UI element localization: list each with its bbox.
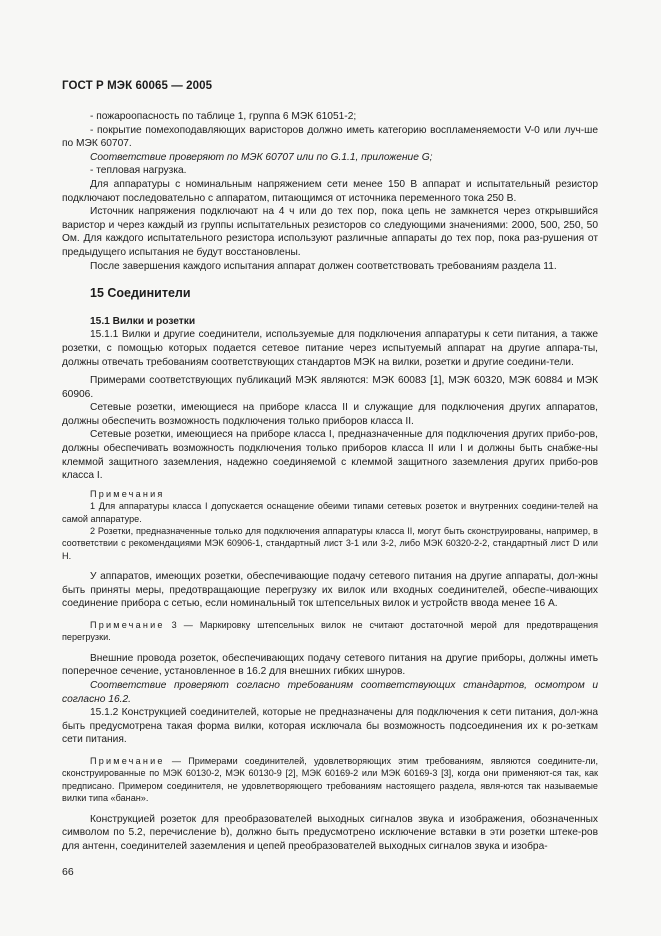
- paragraph: Сетевые розетки, имеющиеся на приборе класса II и служащие для подключения других аппаратов, должны обеспечить возможность подключения только приборов класса II.: [62, 402, 598, 427]
- note: 1 Для аппаратуры класса I допускается оснащение обеими типами сетевых розеток и внутренних соедини-телей на самой аппаратуре.: [62, 501, 598, 524]
- paragraph: - пожароопасность по таблице 1, группа 6 МЭК 61051-2;: [90, 111, 357, 122]
- paragraph: Сетевые розетки, имеющиеся на приборе класса I, предназначенные для подключения других прибо-ров, должны обеспечивать возможность подключения только приборов класса II или I и должны быть снабже-ны клеммой защитного заземления, надежно соединяемой с клеммой защитного заземления других прибо-ров класса I.: [62, 429, 598, 482]
- paragraph: Внешние провода розеток, обеспечивающих подачу сетевого питания на другие приборы, должны иметь поперечное сечение, установленное в 16.2 для внешних гибких шнуров.: [62, 652, 598, 678]
- paragraph: 15.1.2 Конструкцией соединителей, которые не предназначены для подключения к сети питания, дол-жна быть предусмотрена такая форма вилки, которая исключала бы возможность подсоединения их к ро-зеткам сети питания.: [62, 707, 598, 746]
- paragraph: Примерами соответствующих публикаций МЭК являются: МЭК 60083 [1], МЭК 60320, МЭК 60884 и МЭК 60906.: [62, 375, 598, 400]
- note: [62, 619, 598, 644]
- paragraph: Источник напряжения подключают на 4 ч или до тех пор, пока цепь не замкнется через открывшийся варистор и через каждый из группы испытательных резисторов со следующими значениями: 2000, 500, 250, 50 Ом. Для каждого испытательного резистора используют различные аппараты до тех пор, пока раз-рушения от предыдущего испытания не будут восстановлены.: [62, 206, 598, 258]
- page-number: 66: [62, 866, 74, 878]
- paragraph: После завершения каждого испытания аппарат должен соответствовать требованиям раздела 11.: [90, 260, 557, 272]
- paragraph-compliance: Соответствие проверяют по МЭК 60707 или по G.1.1, приложение G;: [90, 151, 433, 163]
- note-text: 3 — Маркировку штепсельных вилок не считают достаточной мерой для предотвращения перегрузки.: [62, 620, 598, 643]
- paragraph: У аппаратов, имеющих розетки, обеспечивающие подачу сетевого питания на другие аппараты, дол-жны быть приняты меры, предотвращающие перегрузку их вилок или входных соединителей, обеспе-чивающих соединение прибора с сетью, если номинальный ток штепсельных вилок и устройств ввода менее 16 А.: [62, 571, 598, 610]
- paragraph: - тепловая нагрузка.: [90, 165, 187, 177]
- note-text: — Примерами соединителей, удовлетворяющих этим требованиям, являются соедините-ли, сконструированные по МЭК 60130-2, МЭК 60130-9 [2], МЭК 60169-2 или МЭК 60169-3 [3], когда они применяют-ся так, как предписано. Примером соединителя, не удовлетворяющего требованиям настоящего раздела, явля-ются так называемые вилки типа «банан».: [62, 756, 598, 804]
- paragraph-compliance: Соответствие проверяют согласно требованиям соответствующих стандартов, осмотром и согласно 16.2.: [62, 680, 598, 705]
- section-heading: 15 Соединители: [90, 286, 191, 301]
- paragraph: Для аппаратуры с номинальным напряжением сети менее 150 В аппарат и испытательный резистор подключают последовательно с аппаратом, питающимся от источника переменного тока 250 В.: [62, 178, 598, 204]
- document-body: [62, 110, 598, 853]
- paragraph: - покрытие помехоподавляющих варисторов должно иметь категорию воспламеняемости V-0 или луч-ше по МЭК 60707.: [62, 124, 598, 150]
- note: [62, 755, 598, 805]
- note-label: Примечание: [90, 756, 165, 767]
- subsection-heading: 15.1 Вилки и розетки: [90, 315, 196, 327]
- note: 2 Розетки, предназначенные только для подключения аппаратуры класса II, могут быть сконструированы, например, в соответствии с рекомендациями МЭК 60906-1, стандартный лист 3-1 или 3-2, либо МЭК 60320-2-2, стандартный лист D или H.: [62, 526, 598, 561]
- notes-label: Примечания: [90, 488, 165, 499]
- paragraph: 15.1.1 Вилки и другие соединители, используемые для подключения аппаратуры к сети питания, а также розетки, с помощью которых подается сетевое питание через испытуемый аппарат на другие аппара-ты, должны отвечать требованиям соответствующих стандартов МЭК на вилки, розетки и другие соедини-тели.: [62, 329, 598, 368]
- note-label: Примечание: [90, 620, 165, 631]
- document-header: ГОСТ Р МЭК 60065 — 2005: [62, 80, 213, 92]
- paragraph: Конструкцией розеток для преобразователей выходных сигналов звука и изображения, обозначенных символом по 5.2, перечисление b), должно быть предусмотрено исключение вставки в эти розетки штеке-ров для антенн, соединителей заземления и цепей преобразователей выходных сигналов звука и изобра-: [62, 813, 598, 852]
